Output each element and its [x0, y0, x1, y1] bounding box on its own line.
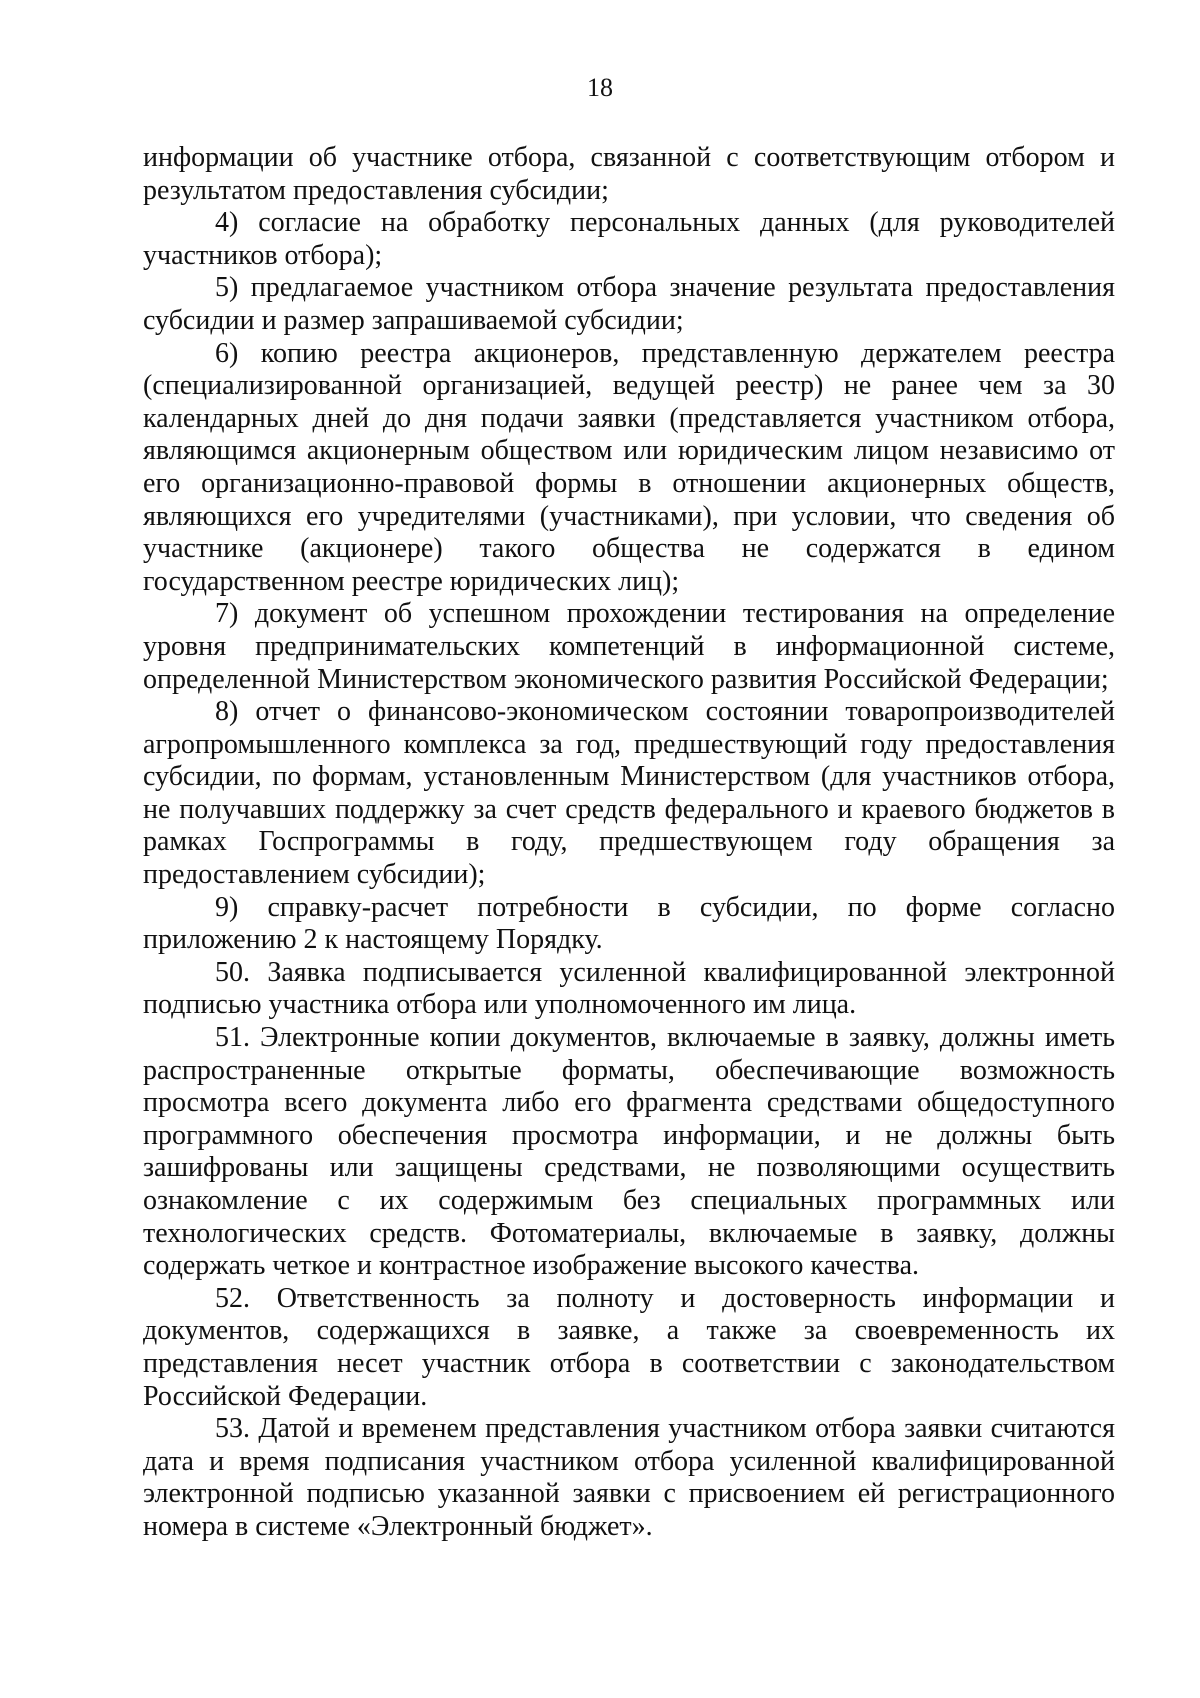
- paragraph: 8) отчет о финансово-экономическом состоянии товаропроизводителей агропромышленного комплекса за год, предшествующий году предоставления субсидии, по формам, установленным Министерством (для участников отбора, не получавших поддержку за счет средств федерального и краевого бюджетов в рамках Госпрограммы в году, предшествующем году обращения за предоставлением субсидии);: [143, 696, 1115, 891]
- paragraph: 7) документ об успешном прохождении тестирования на определение уровня предпринимательских компетенций в информационной системе, определенной Министерством экономического развития Российской Федерации;: [143, 598, 1115, 695]
- paragraph: 51. Электронные копии документов, включаемые в заявку, должны иметь распространенные открытые форматы, обеспечивающие возможность просмотра всего документа либо его фрагмента средствами общедоступного программного обеспечения просмотра информации, и не должны быть зашифрованы или защищены средствами, не позволяющими осуществить ознакомление с их содержимым без специальных программных или технологических средств. Фотоматериалы, включаемые в заявку, должны содержать четкое и контрастное изображение высокого качества.: [143, 1022, 1115, 1282]
- paragraph: 5) предлагаемое участником отбора значение результата предоставления субсидии и размер запрашиваемой субсидии;: [143, 272, 1115, 336]
- paragraph: 9) справку-расчет потребности в субсидии, по форме согласно приложению 2 к настоящему Порядку.: [143, 891, 1115, 956]
- document-body: [143, 142, 1115, 1544]
- paragraph: информации об участнике отбора, связанной с соответствующим отбором и результатом предоставления субсидии;: [143, 142, 1115, 206]
- paragraph: 50. Заявка подписывается усиленной квалифицированной электронной подписью участника отбора или уполномоченного им лица.: [143, 956, 1115, 1021]
- page-number: 18: [587, 73, 613, 102]
- paragraph: 53. Датой и временем представления участником отбора заявки считаются дата и время подписания участником отбора усиленной квалифицированной электронной подписью указанной заявки с присвоением ей регистрационного номера в системе «Электронный бюджет».: [143, 1413, 1115, 1542]
- paragraph: 52. Ответственность за полноту и достоверность информации и документов, содержащихся в заявке, а также за своевременность их представления несет участник отбора в соответствии с законодательством Российской Федерации.: [143, 1282, 1115, 1412]
- paragraph: 4) согласие на обработку персональных данных (для руководителей участников отбора);: [143, 207, 1115, 271]
- paragraph: 6) копию реестра акционеров, представленную держателем реестра (специализированной организацией, ведущей реестр) не ранее чем за 30 календарных дней до дня подачи заявки (представляется участником отбора, являющимся акционерным обществом или юридическим лицом независимо от его организационно-правовой формы в отношении акционерных обществ, являющихся его учредителями (участниками), при условии, что сведения об участнике (акционере) такого общества не содержатся в едином государственном реестре юридических лиц);: [143, 337, 1115, 597]
